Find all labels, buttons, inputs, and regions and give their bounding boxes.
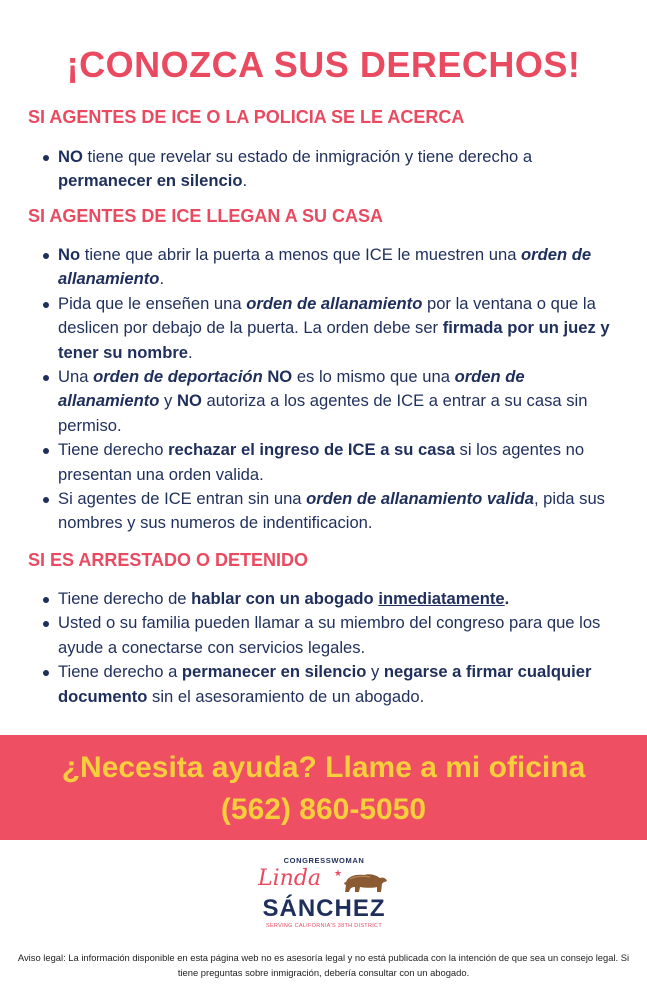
- congresswoman-logo: [248, 856, 400, 936]
- bullet-dot-icon: [43, 448, 49, 454]
- bullet-text-run: orden de allanamiento: [58, 245, 592, 289]
- bullet-text-run: Si agentes de ICE entran sin una: [58, 489, 307, 509]
- bullet-text-run: rechazar el ingreso de ICE a su casa: [168, 440, 455, 460]
- bullet-item: [28, 145, 628, 194]
- bullet-text-run: Pida que le enseñen una: [58, 293, 247, 313]
- logo-subtitle: SERVING CALIFORNIA'S 38TH DISTRICT: [266, 923, 382, 929]
- bullet-text-run: firmada por un juez y tener su nombre: [58, 318, 610, 362]
- bullet-text-run: y: [366, 662, 384, 682]
- bullet-text-run: permanecer en silencio: [181, 662, 367, 682]
- bullet-dot-icon: [43, 597, 49, 603]
- bullet-dot-icon: [43, 155, 49, 161]
- logo-last-name: SÁNCHEZ: [262, 895, 386, 922]
- help-banner-text: ¿Necesita ayuda? Llame a mi oficina: [61, 751, 586, 784]
- bullet-text-run: permanecer en silencio: [58, 171, 243, 191]
- bullet-item: [28, 365, 628, 438]
- bullet-item: [28, 660, 628, 709]
- bullet-text-run: No: [58, 245, 81, 264]
- bullet-text-run: negarse a firmar cualquier documento: [58, 662, 592, 706]
- bullet-text-run: es lo mismo que una: [292, 367, 455, 387]
- bullet-text-run: orden de allanamiento: [58, 367, 525, 411]
- bullet-text-run: .: [504, 589, 510, 608]
- bullet-text-run: tiene que revelar su estado de inmigración y tiene derecho a: [82, 147, 533, 166]
- bullet-text-run: , pida sus nombres y sus numeros de indentificacion.: [58, 489, 605, 533]
- logo-first-name: Linda: [258, 866, 322, 891]
- section-heading-arrest: SI ES ARRESTADO O DETENIDO: [28, 550, 309, 570]
- bullet-text-run: orden de deportación: [93, 367, 263, 387]
- bullet-list-approach: [28, 145, 628, 194]
- bullet-dot-icon: [43, 497, 49, 503]
- bullet-text-run: Tiene derecho de: [58, 589, 192, 608]
- bullet-text-run: orden de allanamiento valida: [306, 489, 534, 509]
- help-banner: [0, 735, 647, 840]
- bullet-item: [28, 243, 628, 292]
- bullet-text-run: Tiene derecho a: [58, 662, 182, 682]
- bullet-text-run: si los agentes no presentan una orden valida.: [58, 440, 585, 484]
- bullet-dot-icon: [43, 253, 49, 259]
- bullet-item: [28, 611, 628, 660]
- bullet-text-run: Tiene derecho: [58, 440, 169, 460]
- bullet-text-run: NO: [58, 147, 83, 166]
- california-bear-icon: [340, 870, 390, 896]
- bullet-text-run: y: [159, 391, 177, 411]
- bullet-item: [28, 487, 628, 536]
- section-heading-approach: SI AGENTES DE ICE O LA POLICIA SE LE ACERCA: [28, 107, 465, 127]
- section-heading-home: SI AGENTES DE ICE LLEGAN A SU CASA: [28, 206, 384, 226]
- bullet-list-arrest: [28, 587, 628, 709]
- bullet-text-run: .: [242, 171, 248, 191]
- bullet-dot-icon: [43, 302, 49, 308]
- bullet-dot-icon: [43, 670, 49, 676]
- page-title: ¡CONOZCA SUS DERECHOS!: [66, 44, 581, 85]
- bullet-item: [28, 438, 628, 487]
- bullet-text-run: NO: [176, 391, 202, 411]
- office-phone-number[interactable]: (562) 860-5050: [220, 793, 427, 826]
- bullet-text-run: NO: [267, 367, 293, 387]
- logo-title: CONGRESSWOMAN: [283, 856, 365, 865]
- star-icon: ★: [334, 868, 343, 878]
- bullet-text-run: orden de allanamiento: [246, 293, 423, 313]
- bullet-text-run: autoriza a los agentes de ICE a entrar a su casa sin permiso.: [58, 391, 588, 435]
- bullet-item: [28, 587, 628, 611]
- bullet-text-run: .: [159, 269, 165, 289]
- bullet-text-run: Usted o su familia pueden llamar a su miembro del congreso para que los ayude a conectarse con servicios legales.: [58, 613, 601, 657]
- bullet-text-run: sin el asesoramiento de un abogado.: [147, 686, 425, 706]
- bullet-dot-icon: [43, 621, 49, 627]
- bullet-dot-icon: [43, 375, 49, 381]
- bullet-list-home: [28, 243, 628, 536]
- bullet-text-run: por la ventana o que la deslicen por debajo de la puerta. La orden debe ser: [58, 293, 596, 338]
- bullet-item: [28, 292, 628, 365]
- legal-disclaimer: Aviso legal: La información disponible en esta página web no es asesoría legal y no está publicada con la intención de que sea un consejo legal. Si tiene preguntas sobre inmigración, debería consultar con un abogado.: [17, 952, 630, 978]
- bullet-text-run: inmediatamente: [378, 589, 505, 608]
- bullet-text-run: .: [188, 342, 193, 362]
- bullet-text-run: tiene que abrir la puerta a menos que ICE le muestren una: [80, 245, 522, 264]
- bullet-text-run: hablar con un abogado: [191, 589, 374, 608]
- bullet-text-run: Una: [58, 367, 94, 387]
